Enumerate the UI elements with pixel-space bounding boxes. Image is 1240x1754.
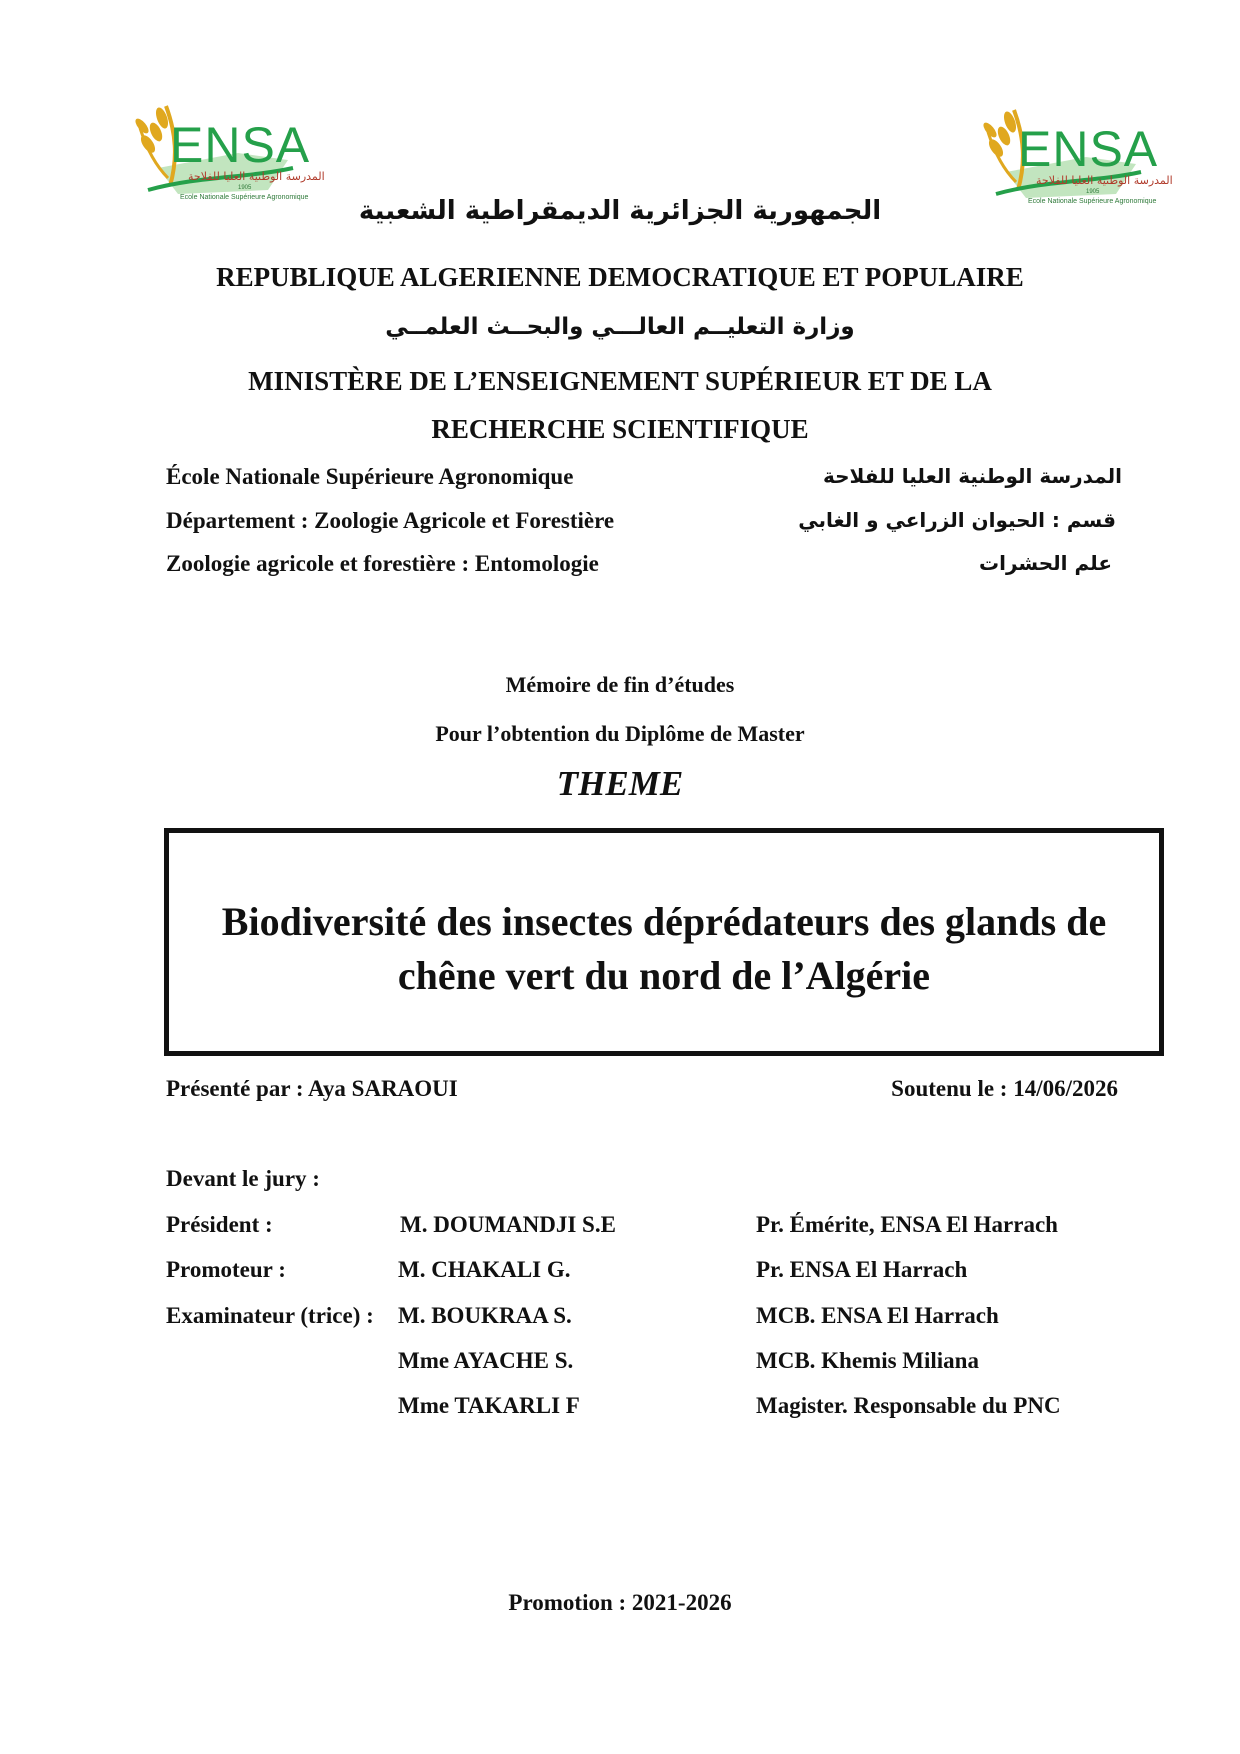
- republic-french: REPUBLIQUE ALGERIENNE DEMOCRATIQUE ET POPULAIRE: [216, 262, 1024, 292]
- jury-title: Pr. Émérite, ENSA El Harrach: [756, 1212, 1058, 1237]
- ministry-french-line2: RECHERCHE SCIENTIFIQUE: [431, 414, 809, 444]
- logo-french-text: Ecole Nationale Supérieure Agronomique: [1028, 198, 1157, 205]
- jury-name: Mme TAKARLI F: [398, 1393, 580, 1418]
- logo-arabic-text: المدرسة الوطنية العليا للفلاحة: [1036, 174, 1173, 187]
- jury-member: [0, 1303, 1240, 1343]
- department-french: Département : Zoologie Agricole et Forestière: [166, 508, 615, 533]
- logo-wordmark: ENSA: [1018, 121, 1159, 177]
- thesis-title: [169, 895, 1159, 1003]
- school-name-arabic: المدرسة الوطنية العليا للفلاحة: [822, 464, 1122, 488]
- department-arabic: قسم : الحيوان الزراعي و الغابي: [798, 508, 1116, 532]
- promotion: Promotion : 2021-2026: [508, 1590, 732, 1615]
- jury-member: [0, 1393, 1240, 1433]
- jury-member: [0, 1212, 1240, 1252]
- theme-label: THEME: [556, 764, 684, 803]
- thesis-title-line2: chêne vert du nord de l’Algérie: [397, 953, 931, 998]
- jury-role: Président :: [166, 1212, 273, 1237]
- jury-title: Pr. ENSA El Harrach: [756, 1257, 968, 1282]
- logo-french-text: Ecole Nationale Supérieure Agronomique: [180, 194, 309, 201]
- jury-title: MCB. ENSA El Harrach: [756, 1303, 999, 1328]
- memoire-line2: Pour l’obtention du Diplôme de Master: [435, 721, 805, 746]
- jury-role: Promoteur :: [166, 1257, 286, 1282]
- jury-name: Mme AYACHE S.: [398, 1348, 574, 1373]
- theme-box: [164, 828, 1164, 1056]
- logo-arabic-text: المدرسة الوطنية العليا للفلاحة: [188, 170, 325, 183]
- thesis-title-line1: Biodiversité des insectes déprédateurs des glands de: [221, 899, 1107, 944]
- logo-year: 1905: [238, 185, 252, 191]
- jury-title: Magister. Responsable du PNC: [756, 1393, 1061, 1418]
- jury-title: MCB. Khemis Miliana: [756, 1348, 979, 1373]
- defense-date: Soutenu le : 14/06/2026: [891, 1076, 1118, 1101]
- speciality-french: Zoologie agricole et forestière : Entomologie: [166, 551, 599, 576]
- ministry-french-line1: MINISTÈRE DE L’ENSEIGNEMENT SUPÉRIEUR ET DE LA: [248, 366, 992, 396]
- ministry-arabic: وزارة التعليــم العالـــي والبحــث العلمــي: [385, 314, 855, 340]
- ensa-logo-left: [118, 98, 325, 208]
- jury-role: Examinateur (trice) :: [166, 1303, 374, 1328]
- jury-name: M. BOUKRAA S.: [398, 1303, 572, 1328]
- memoire-line1: Mémoire de fin d’études: [505, 672, 735, 697]
- speciality-arabic: علم الحشرات: [979, 551, 1112, 575]
- logo-wordmark: ENSA: [170, 117, 311, 173]
- jury-name: M. CHAKALI G.: [398, 1257, 571, 1282]
- jury-member: [0, 1348, 1240, 1388]
- jury-heading: Devant le jury :: [166, 1166, 320, 1191]
- jury-name: M. DOUMANDJI S.E: [400, 1212, 616, 1237]
- republic-arabic: الجمهورية الجزائرية الديمقراطية الشعبية: [358, 196, 882, 226]
- jury-member: [0, 1257, 1240, 1297]
- school-name-french: École Nationale Supérieure Agronomique: [166, 464, 574, 489]
- presented-by: Présenté par : Aya SARAOUI: [166, 1076, 458, 1101]
- logo-year: 1905: [1086, 189, 1100, 195]
